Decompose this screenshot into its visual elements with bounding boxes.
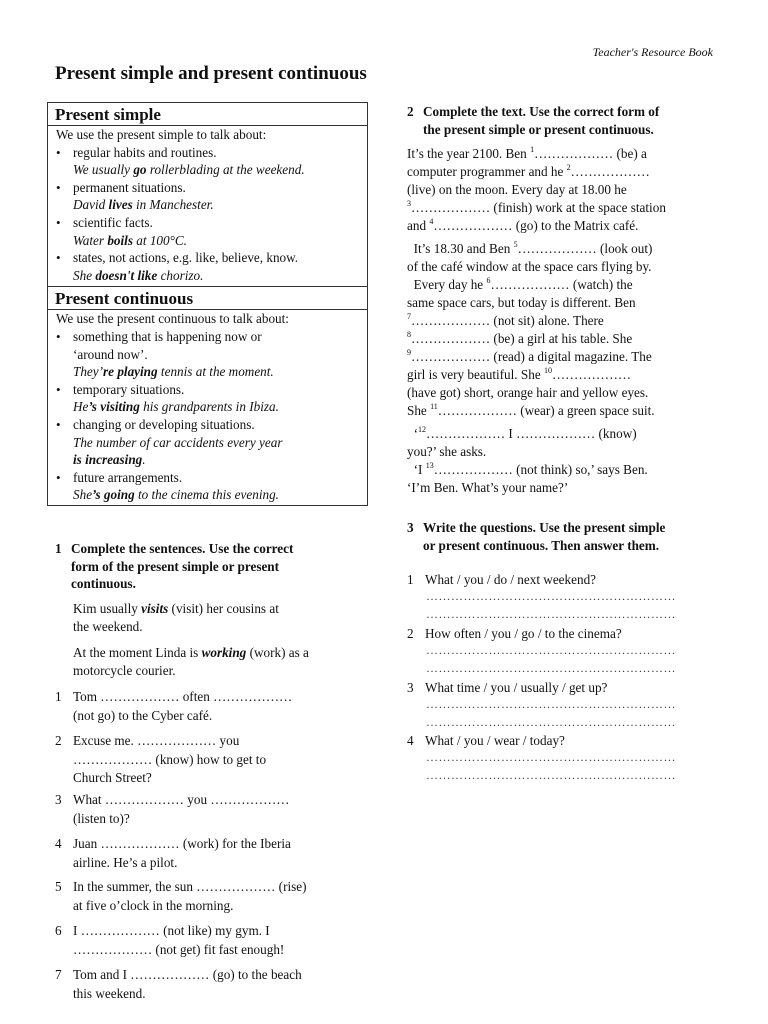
exercise-3-question: 1 What / you / do / next weekend? — [407, 572, 597, 587]
exercise-1-item: 1 Tom ……………… often ……………… (not go) to the Cyber café. — [55, 689, 293, 723]
example: She’s going to the cinema this evening. — [73, 487, 279, 503]
exercise-2-heading: 2 Complete the text. Use the correct form of the present simple or present continuous. — [407, 104, 660, 137]
page-title: Present simple and present continuous — [55, 63, 367, 84]
bullet-point: • future arrangements. — [56, 469, 183, 485]
example: She doesn't like chorizo. — [73, 267, 204, 283]
text-line: ‘I $^{13}$……………… (not think) so,’ says Ben. — [407, 461, 648, 477]
answer-line[interactable]: …………………………………………………… — [426, 715, 676, 729]
example-sentence-2: At the moment Linda is working (work) as a motorcycle courier. — [73, 645, 309, 678]
bullet-point: • permanent situations. — [56, 179, 186, 195]
exercise-3-question: 4 What / you / wear / today? — [407, 733, 565, 748]
present-continuous-heading: Present continuous — [55, 289, 194, 309]
example: Water boils at 100°C. — [73, 232, 187, 248]
text-line: $^3$……………… (finish) work at the space station — [407, 199, 666, 215]
example: The number of car accidents every year — [73, 434, 283, 450]
text-line: She $^{11}$……………… (wear) a green space suit. — [407, 402, 655, 418]
text-line: ‘$^{12}$……………… I ……………… (know) — [407, 425, 637, 441]
example: We usually go rollerblading at the weekend. — [73, 162, 305, 178]
example: He’s visiting his grandparents in Ibiza. — [73, 399, 279, 415]
bullet-point: • scientific facts. — [56, 214, 153, 230]
example-sentence-1: Kim usually visits (visit) her cousins at the weekend. — [73, 601, 279, 634]
bullet-point: • temporary situations. — [56, 381, 185, 397]
text-line: Every day he $^6$……………… (watch) the — [407, 276, 633, 292]
exercise-3-heading: 3 Write the questions. Use the present simple or present continuous. Then answer them. — [407, 520, 666, 553]
bullet-text: ‘around now’. — [73, 346, 148, 362]
text-line: (live) on the moon. Every day at 18.00 he — [407, 182, 627, 197]
text-line: ‘I’m Ben. What’s your name?’ — [407, 480, 569, 495]
exercise-1-item: 7 Tom and I ……………… (go) to the beach this weekend. — [55, 967, 302, 1001]
answer-line[interactable]: …………………………………………………… — [426, 643, 676, 657]
answer-line[interactable]: …………………………………………………… — [426, 589, 676, 603]
exercise-3-question: 2 How often / you / go / to the cinema? — [407, 626, 622, 641]
text-line: $^8$……………… (be) a girl at his table. She — [407, 330, 633, 346]
text-line: you?’ she asks. — [407, 444, 487, 459]
bullet-point: • states, not actions, e.g. like, believe, know. — [56, 250, 299, 266]
exercise-2-text — [407, 145, 666, 497]
answer-line[interactable]: …………………………………………………… — [426, 750, 676, 764]
exercise-1-item: 6 I ……………… (not like) my gym. I ……………… (not get) fit fast enough! — [55, 923, 285, 957]
text-line: girl is very beautiful. She $^{10}$……………… — [407, 366, 632, 382]
text-line: of the café window at the space cars flying by. — [407, 259, 652, 274]
bullet-point: • something that is happening now or — [56, 328, 262, 344]
text-line: and $^4$……………… (go) to the Matrix café. — [407, 217, 639, 233]
text-line: same space cars, but today is different. Ben — [407, 295, 636, 310]
exercise-1-item: 2 Excuse me. ……………… you ……………… (know) how to get to Church Street? — [55, 733, 267, 785]
exercise-3-question: 3 What time / you / usually / get up? — [407, 680, 608, 695]
bullet-point: • regular habits and routines. — [56, 144, 217, 160]
text-line: computer programmer and he $^2$……………… — [407, 163, 650, 179]
example: David lives in Manchester. — [73, 197, 214, 213]
simple-intro: We use the present simple to talk about: — [56, 127, 267, 142]
text-line: It’s 18.30 and Ben $^5$……………… (look out) — [407, 240, 653, 256]
example: They’re playing tennis at the moment. — [73, 364, 274, 380]
continuous-intro: We use the present continuous to talk about: — [56, 311, 289, 327]
exercise-1-heading: 1 Complete the sentences. Use the correct form of the present simple or present continuous. — [55, 541, 294, 592]
text-line: (have got) short, orange hair and yellow eyes. — [407, 385, 649, 400]
answer-line[interactable]: …………………………………………………… — [426, 768, 676, 782]
text-line: $^7$……………… (not sit) alone. There — [407, 312, 604, 328]
answer-line[interactable]: …………………………………………………… — [426, 661, 676, 675]
exercise-1-item: 5 In the summer, the sun ……………… (rise) at five o’clock in the morning. — [55, 879, 307, 913]
exercise-1-item: 4 Juan ……………… (work) for the Iberia airline. He’s a pilot. — [55, 836, 291, 870]
bullet-point: • changing or developing situations. — [56, 416, 255, 432]
text-line: $^9$……………… (read) a digital magazine. The — [407, 348, 652, 364]
answer-line[interactable]: …………………………………………………… — [426, 697, 676, 711]
exercise-1-item: 3 What ……………… you ……………… (listen to)? — [55, 792, 290, 826]
present-simple-heading: Present simple — [55, 105, 161, 124]
text-line: It’s the year 2100. Ben $^1$……………… (be) a — [407, 145, 647, 161]
answer-line[interactable]: …………………………………………………… — [426, 607, 676, 621]
example: is increasing. — [73, 452, 146, 468]
grammar-box — [47, 102, 368, 506]
resource-book-label: Teacher's Resource Book — [592, 45, 713, 59]
